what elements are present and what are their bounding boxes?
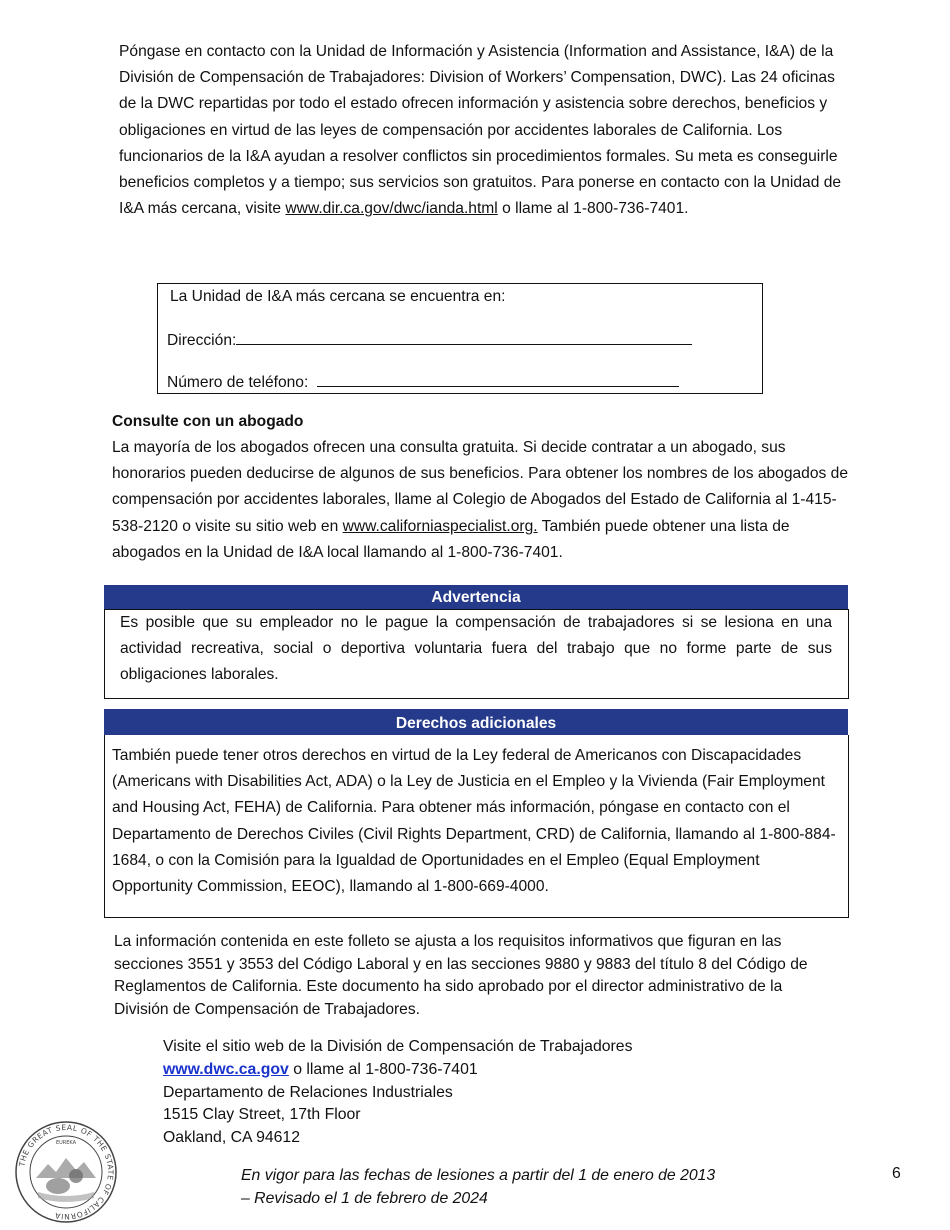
contact-phone: o llame al 1-800-736-7401: [293, 1060, 478, 1078]
warning-box: [104, 609, 849, 699]
dwc-website-link[interactable]: www.dwc.ca.gov: [163, 1060, 289, 1078]
california-seal: [14, 1120, 118, 1224]
attorney-heading: Consulte con un abogado: [112, 413, 304, 430]
address-field[interactable]: [167, 330, 692, 350]
contact-line3: Departamento de Relaciones Industriales: [163, 1083, 453, 1101]
compliance-paragraph: La información contenida en este folleto se ajusta a los requisitos informativos que figuran en las secciones 3551 y 3553 del Código Laboral y en las secciones 9880 y 9883 del título 8 del Código de Reglamentos de California. Este documento ha sido aprobado por el director administrativo de la División de Compensación de Trabajadores.: [114, 933, 808, 1018]
seal-text: THE GREAT SEAL OF THE STATE OF CALIFORNIA: [17, 1122, 116, 1222]
warning-text: Es posible que su empleador no le pague la compensación de trabajadores si se lesiona en una actividad recreativa, social o deportiva voluntaria fuera del trabajo que no forme parte de sus obligaciones laborales.: [120, 614, 832, 684]
seal-motto: EUREKA: [55, 1140, 77, 1146]
seal-icon: [14, 1120, 118, 1224]
rights-box: [104, 735, 849, 918]
phone-label: Número de teléfono:: [167, 374, 309, 391]
phone-field[interactable]: [167, 372, 679, 392]
nearest-office-box: [157, 283, 763, 394]
footer-effective-date: [241, 1165, 715, 1210]
warning-title-bar: Advertencia: [104, 585, 848, 609]
attorney-paragraph: [112, 435, 854, 566]
attorney-text-after: También puede obtener una lista de abogados en la Unidad de I&A local llamando al 1-800-736-7401.: [112, 517, 790, 561]
californiaspecialist-link[interactable]: www.californiaspecialist.org.: [342, 517, 538, 535]
attorney-text: La mayoría de los abogados ofrecen una consulta gratuita. Si decide contratar a un abogado, sus honorarios pueden deducirse de algunos de sus beneficios. Para obtener los nombres de los abogados de compensación por accidentes laborales, llame al Colegio de Abogados del Estado de California al 1-415-538-2120 o visite su sitio web en: [112, 439, 849, 535]
contact-line5: Oakland, CA 94612: [163, 1129, 301, 1147]
nearest-office-heading: La Unidad de I&A más cercana se encuentra en:: [170, 288, 506, 305]
intro-text: Póngase en contacto con la Unidad de Información y Asistencia (Information and Assistance, I&A) de la División de Compensación de Trabajadores: Division of Workers’ Compensation, DWC). Las 24 oficinas de la DWC repartidas por todo el estado ofrecen información y asistencia sobre derechos, beneficios y obligaciones en virtud de las leyes de compensación por accidentes laborales de California. Los funcionarios de la I&A ayudan a resolver conflictos sin procedimientos formales. Su meta es conseguirle beneficios completos y a tiempo; sus servicios son gratuitos. Para ponerse en contacto con la Unidad de I&A más cercana, visite: [119, 43, 842, 218]
contact-line2: [163, 1059, 633, 1082]
rights-text: También puede tener otros derechos en virtud de la Ley federal de Americanos con Discapacidades (Americans with Disabilities Act, ADA) o la Ley de Justicia en el Empleo y la Vivienda (Fair Employment and Housing Act, FEHA) de California. Para obtener más información, póngase en contacto con el Departamento de Derechos Civiles (Civil Rights Department, CRD) de California, llamando al 1-800-884-1684, o con la Comisión para la Igualdad de Oportunidades en el Empleo (Equal Employment Opportunity Commission, EEOC), llamando al 1-800-669-4000.: [112, 747, 836, 896]
page-number: 6: [892, 1165, 901, 1182]
intro-text-after: o llame al 1-800-736-7401.: [502, 200, 689, 218]
contact-line4: 1515 Clay Street, 17th Floor: [163, 1106, 361, 1124]
contact-line1: Visite el sitio web de la División de Compensación de Trabajadores: [163, 1038, 633, 1055]
footer-line2: – Revisado el 1 de febrero de 2024: [241, 1189, 488, 1207]
ianda-link[interactable]: www.dir.ca.gov/dwc/ianda.html: [285, 200, 498, 218]
contact-block: [163, 1036, 633, 1150]
rights-title-bar: Derechos adicionales: [104, 709, 848, 735]
intro-paragraph: [119, 39, 854, 222]
footer-line1: En vigor para las fechas de lesiones a partir del 1 de enero de 2013: [241, 1167, 716, 1184]
address-label: Dirección:: [167, 332, 237, 349]
